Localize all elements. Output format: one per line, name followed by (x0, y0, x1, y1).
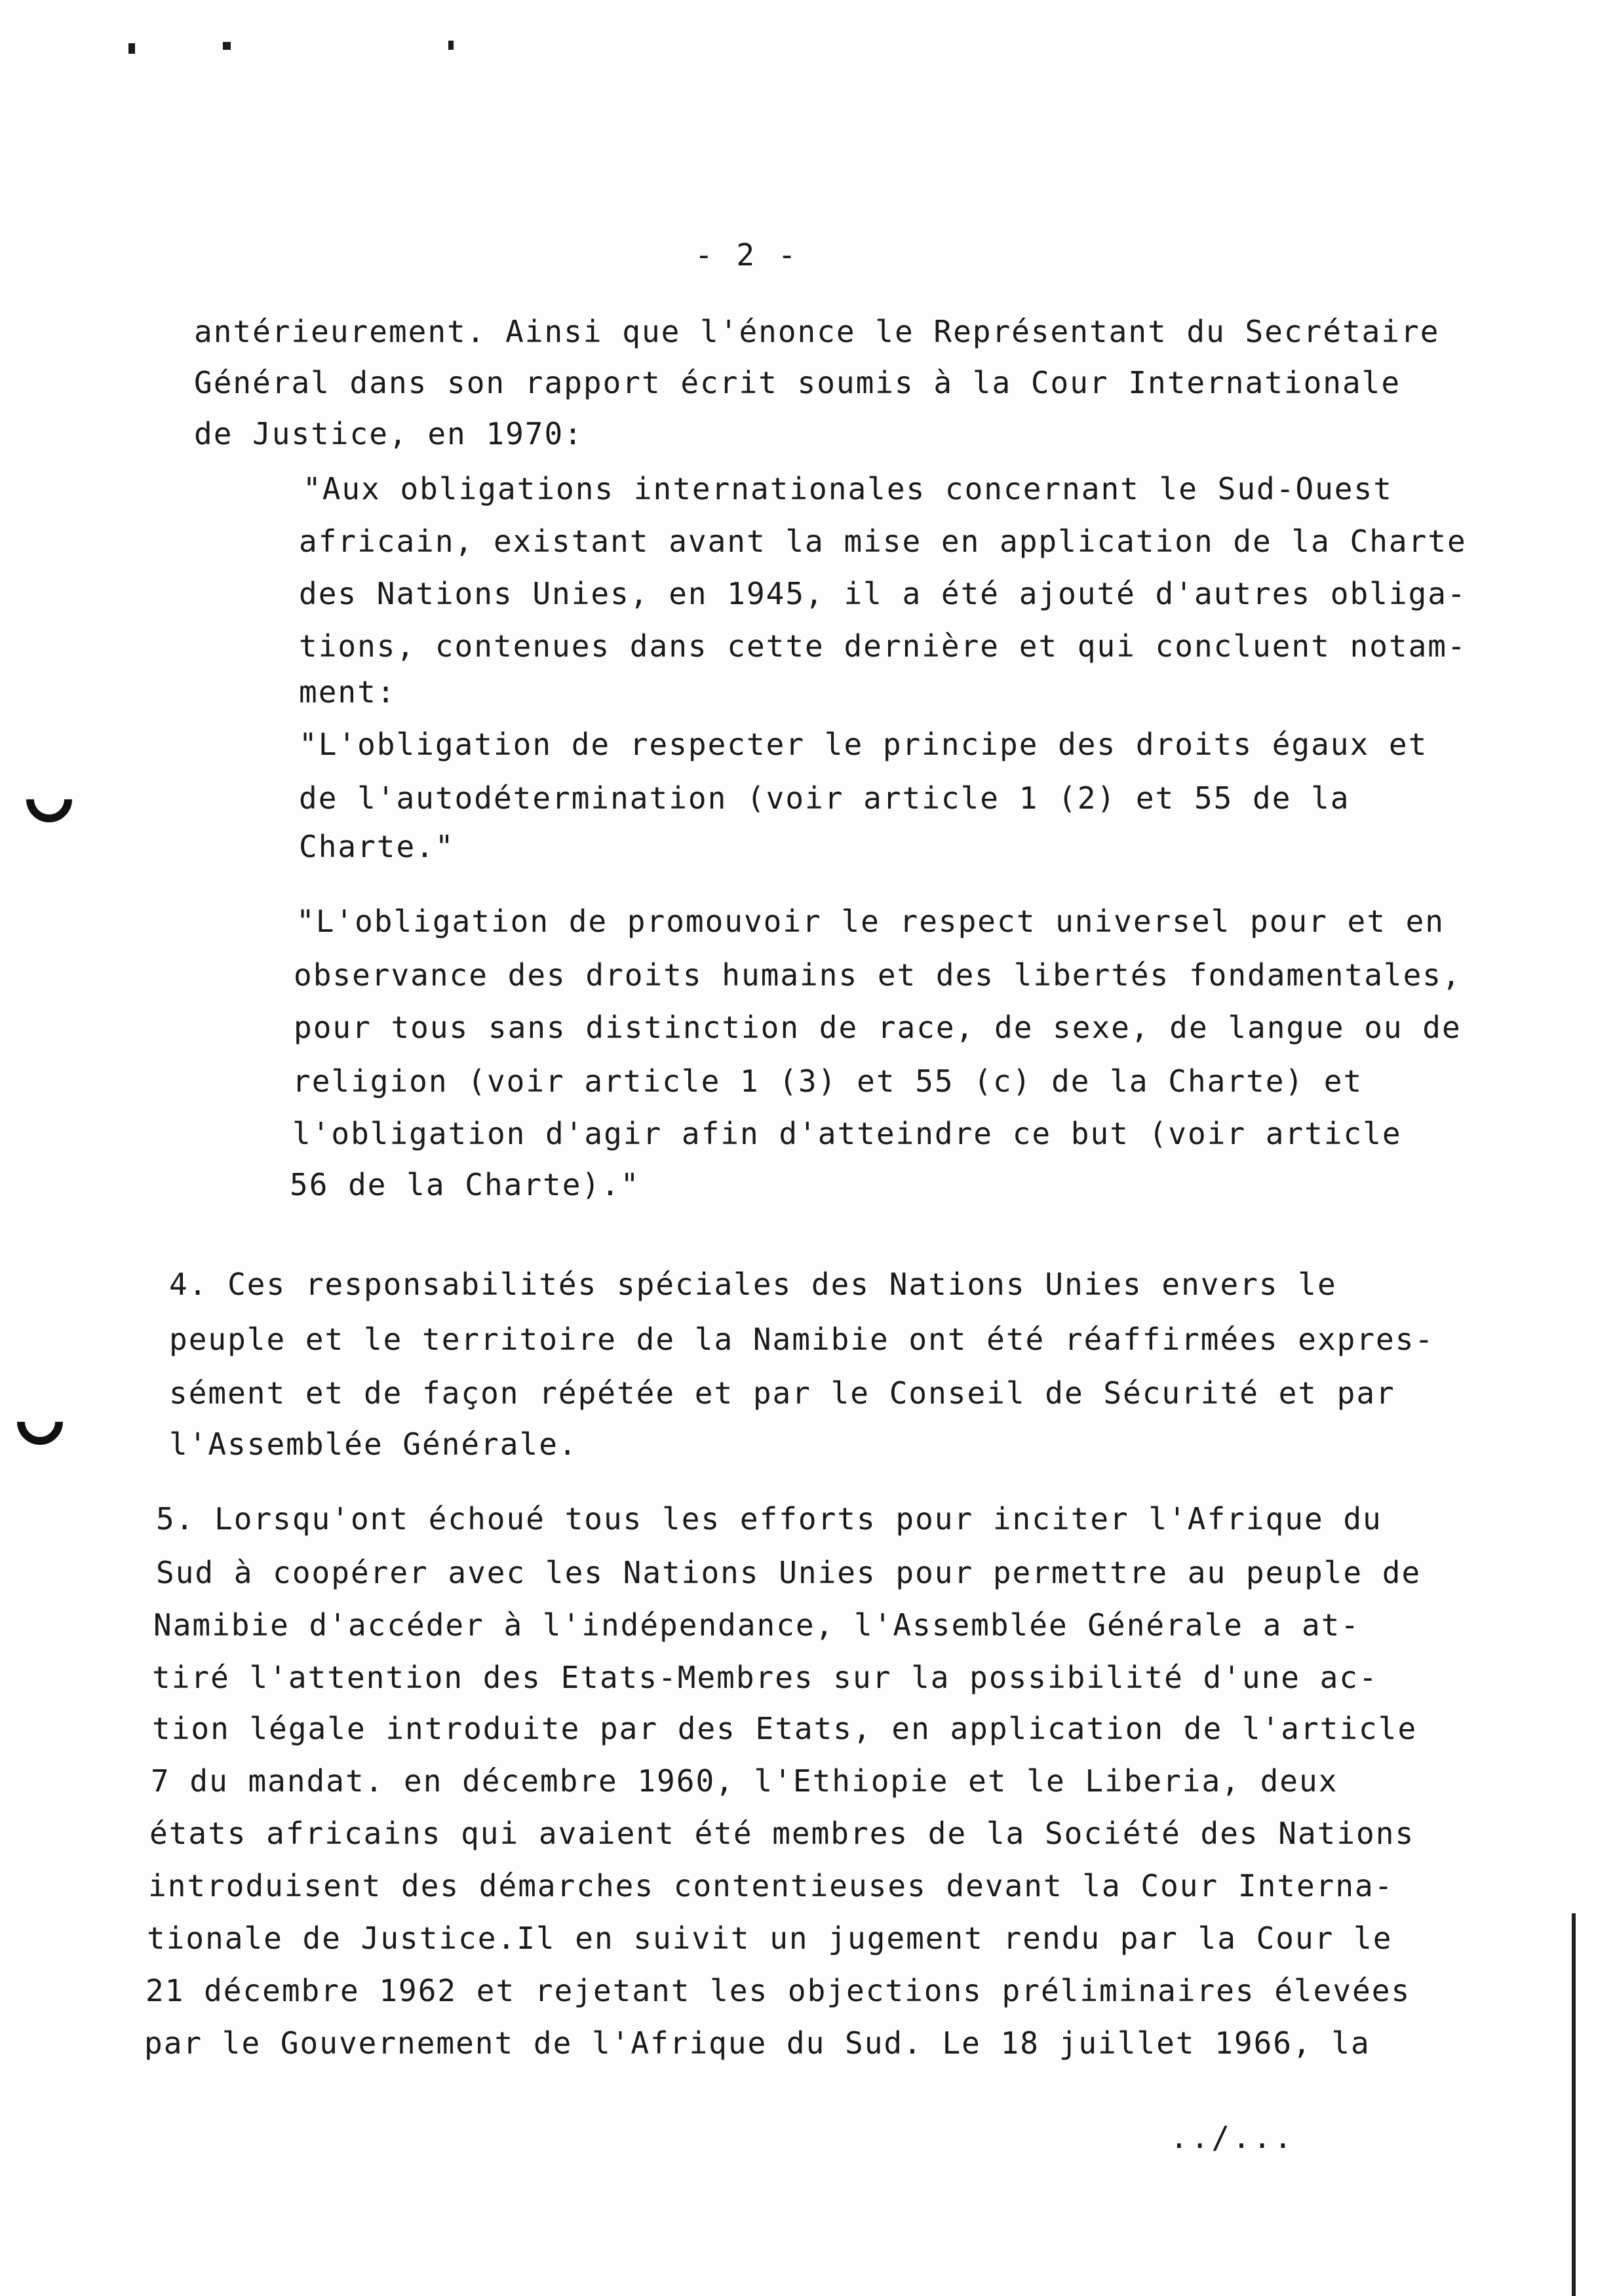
page-number: - 2 - (695, 237, 799, 273)
quote-line: pour tous sans distinction de race, de sexe, de langue ou de (294, 1010, 1462, 1045)
scan-edge-line (1572, 1913, 1576, 2296)
punch-hole-mark (8, 1390, 73, 1455)
paragraph-line: états africains qui avaient été membres de la Société des Nations (149, 1816, 1415, 1851)
quote-line: religion (voir article 1 (3) et 55 (c) de la Charte) et (292, 1063, 1363, 1099)
paragraph-line: 5. Lorsqu'ont échoué tous les efforts pour inciter l'Afrique du (156, 1501, 1382, 1537)
paragraph-line: l'Assemblée Générale. (169, 1426, 578, 1462)
text-line: antérieurement. Ainsi que l'énonce le Représentant du Secrétaire (194, 314, 1440, 349)
paragraph-line: 4. Ces responsabilités spéciales des Nations Unies envers le (169, 1267, 1337, 1302)
quote-line: "Aux obligations internationales concernant le Sud-Ouest (303, 471, 1393, 507)
paragraph-line: tion légale introduite par des Etats, en application de l'article (152, 1711, 1418, 1746)
scan-mark (128, 43, 135, 54)
quote-line: des Nations Unies, en 1945, il a été ajouté d'autres obliga- (299, 576, 1467, 611)
quote-line: ment: (299, 674, 397, 710)
paragraph-line: 7 du mandat. en décembre 1960, l'Ethiopie et le Liberia, deux (151, 1763, 1338, 1799)
scan-mark (223, 42, 231, 50)
quote-line: 56 de la Charte)." (290, 1167, 640, 1202)
text-line: Général dans son rapport écrit soumis à la Cour Internationale (194, 365, 1401, 400)
quote-line: tions, contenues dans cette dernière et qui concluent notam- (299, 628, 1467, 664)
paragraph-line: par le Gouvernement de l'Afrique du Sud. Le 18 juillet 1966, la (144, 2025, 1371, 2061)
quote-line: "L'obligation de respecter le principe des droits égaux et (299, 727, 1428, 762)
text-line: de Justice, en 1970: (194, 416, 583, 451)
quote-line: de l'autodétermination (voir article 1 (2) et 55 de la (299, 780, 1350, 816)
quote-line: l'obligation d'agir afin d'atteindre ce but (voir article (292, 1116, 1402, 1151)
paragraph-line: sément et de façon répétée et par le Conseil de Sécurité et par (169, 1375, 1395, 1411)
quote-line: observance des droits humains et des libertés fondamentales, (294, 957, 1462, 993)
paragraph-line: Sud à coopérer avec les Nations Unies pour permettre au peuple de (156, 1555, 1422, 1590)
punch-hole-mark (17, 767, 82, 832)
quote-line: Charte." (299, 829, 455, 864)
paragraph-line: Namibie d'accéder à l'indépendance, l'Assemblée Générale a at- (153, 1607, 1361, 1643)
paragraph-line: introduisent des démarches contentieuses devant la Cour Interna- (148, 1868, 1394, 1904)
continuation-mark: ../... (1170, 2120, 1295, 2155)
quote-line: africain, existant avant la mise en application de la Charte (299, 524, 1467, 559)
paragraph-line: peuple et le territoire de la Namibie ont été réaffirmées expres- (169, 1322, 1435, 1357)
paragraph-line: 21 décembre 1962 et rejetant les objections préliminaires élevées (146, 1973, 1411, 2008)
scan-mark (448, 41, 454, 50)
quote-line: "L'obligation de promouvoir le respect universel pour et en (296, 904, 1445, 939)
paragraph-line: tionale de Justice.Il en suivit un jugement rendu par la Cour le (147, 1921, 1393, 1956)
paragraph-line: tiré l'attention des Etats-Membres sur la possibilité d'une ac- (152, 1660, 1378, 1695)
